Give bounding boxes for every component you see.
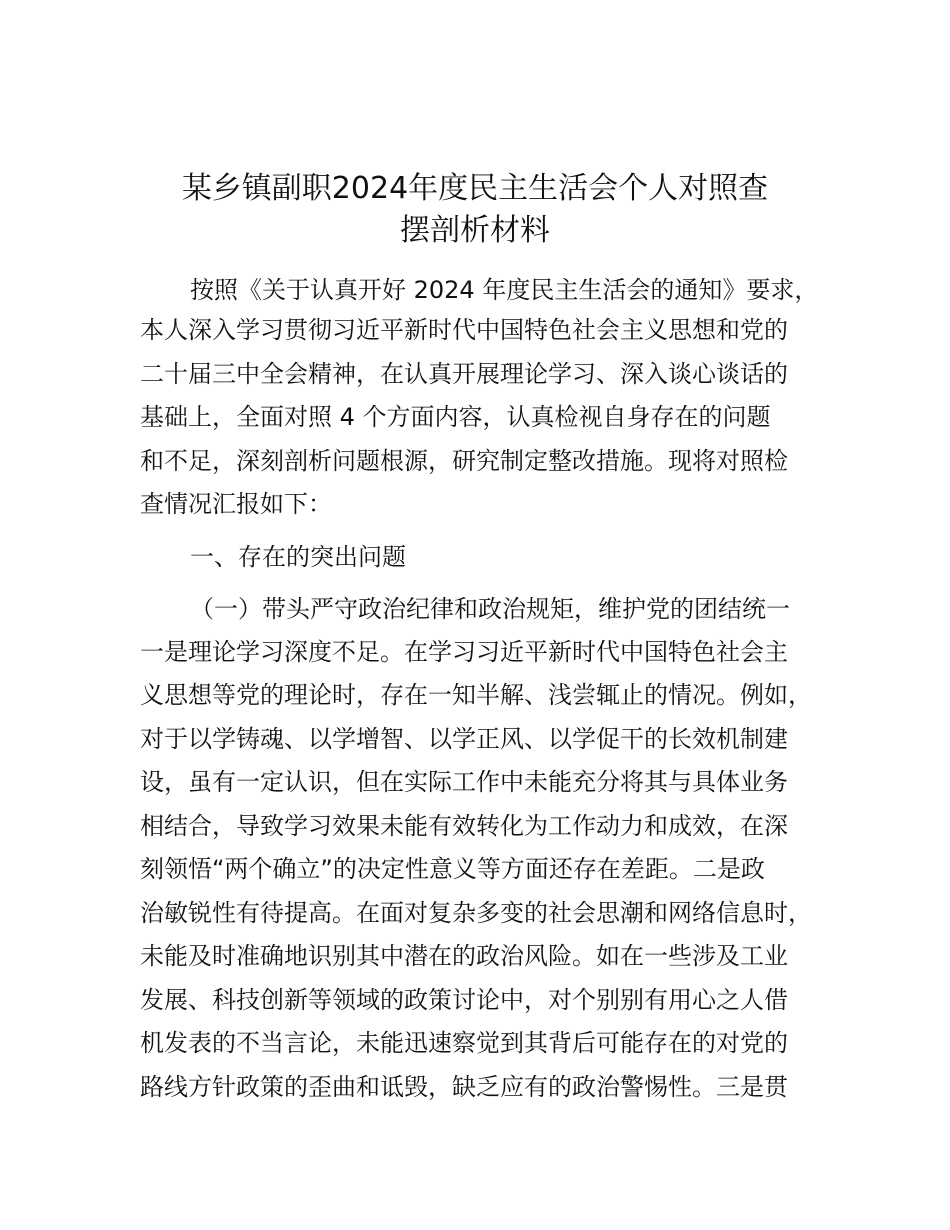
body-line: 治敏锐性有待提高。在面对复杂多变的社会思潮和网络信息时， (140, 899, 812, 927)
body-line: 对于以学铸魂、以学增智、以学正风、以学促干的长效机制建 (140, 725, 788, 753)
body-line: 义思想等党的理论时，存在一知半解、浅尝辄止的情况。例如， (140, 681, 812, 709)
intro-line: 和不足，深刻剖析问题根源，研究制定整改措施。现将对照检 (140, 447, 788, 475)
body-line: 路线方针政策的歪曲和诋毁，缺乏应有的政治警惕性。三是贯 (140, 1073, 788, 1101)
body-line: 机发表的不当言论，未能迅速察觉到其背后可能存在的对党的 (140, 1029, 788, 1057)
intro-line: 本人深入学习贯彻习近平新时代中国特色社会主义思想和党的 (140, 316, 788, 344)
body-line: 刻领悟“两个确立”的决定性意义等方面还存在差距。二是政 (140, 855, 765, 883)
section-heading: 一、存在的突出问题 (190, 543, 406, 571)
body-line: 一是理论学习深度不足。在学习习近平新时代中国特色社会主 (140, 638, 788, 666)
subsection-heading: （一）带头严守政治纪律和政治规矩，维护党的团结统一 (190, 595, 790, 623)
document-title-line-1: 某乡镇副职2024年度民主生活会个人对照查 (181, 171, 769, 206)
intro-line: 按照《关于认真开好 2024 年度民主生活会的通知》要求， (190, 276, 819, 304)
intro-line: 基础上，全面对照 4 个方面内容，认真检视自身存在的问题 (140, 403, 771, 431)
body-line: 发展、科技创新等领域的政策讨论中，对个别别有用心之人借 (140, 986, 788, 1014)
body-line: 设，虽有一定认识，但在实际工作中未能充分将其与具体业务 (140, 768, 788, 796)
body-line: 相结合，导致学习效果未能有效转化为工作动力和成效，在深 (140, 812, 788, 840)
body-line: 未能及时准确地识别其中潜在的政治风险。如在一些涉及工业 (140, 942, 788, 970)
intro-line: 二十届三中全会精神，在认真开展理论学习、深入谈心谈话的 (140, 360, 788, 388)
intro-line: 查情况汇报如下： (140, 490, 332, 518)
document-title-line-2: 摆剖析材料 (400, 213, 550, 248)
